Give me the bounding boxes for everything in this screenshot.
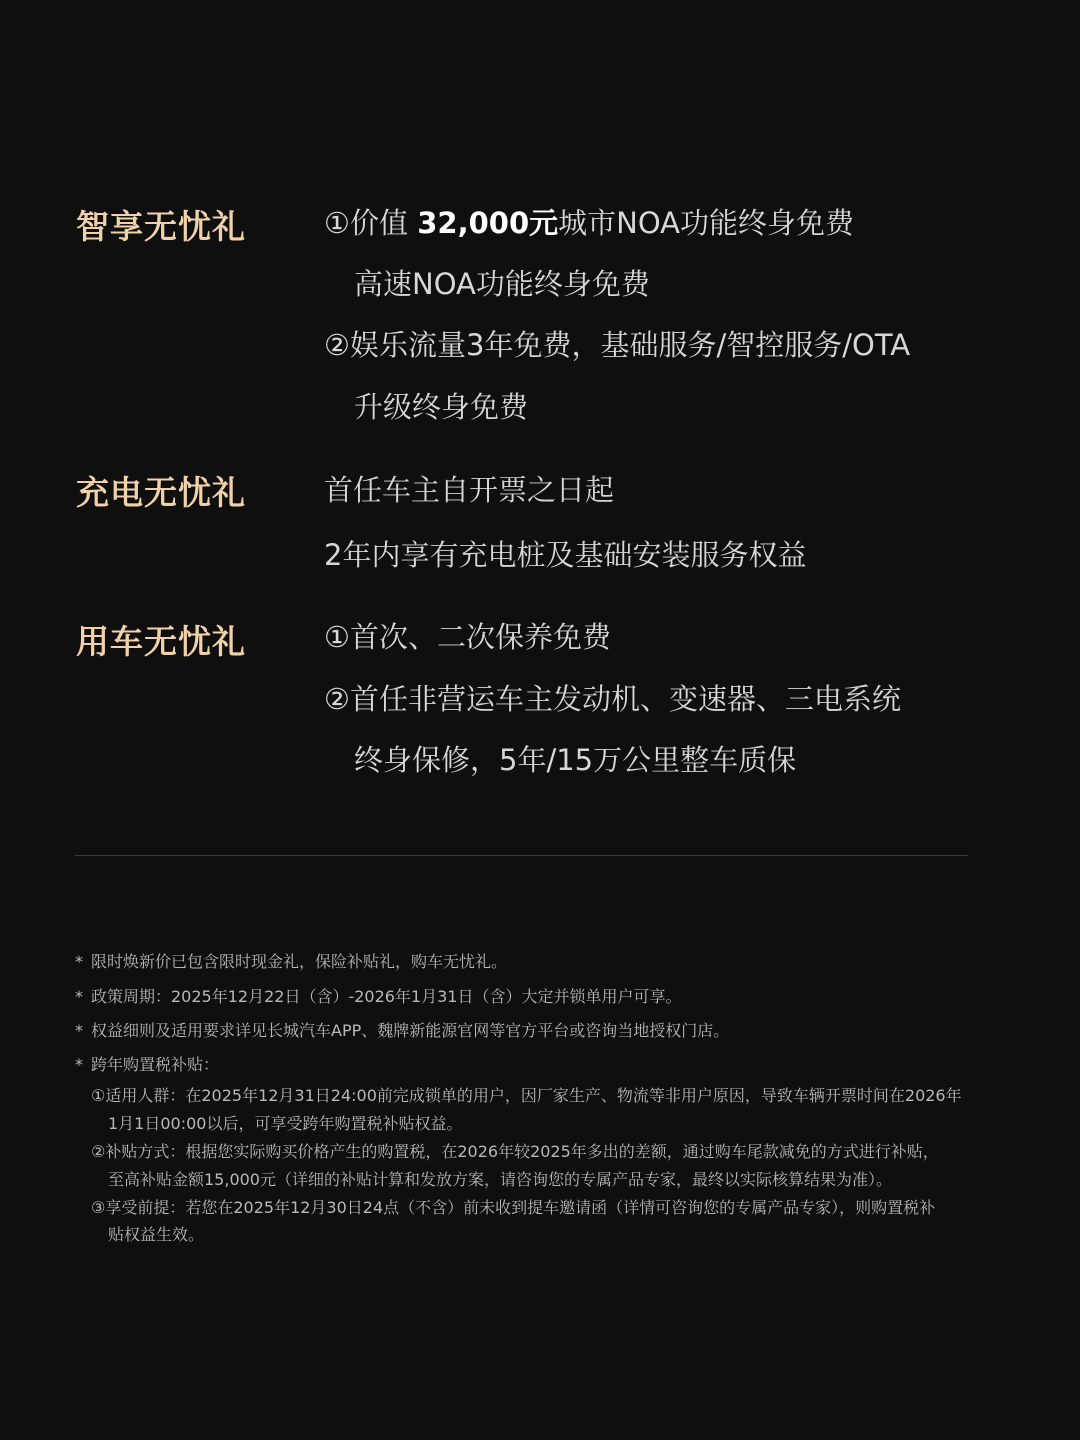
- benefit-line: 升级终身免费: [354, 390, 529, 424]
- benefit-line: 首任车主自开票之日起: [324, 473, 615, 507]
- subnote-line: 贴权益生效。: [108, 1225, 205, 1244]
- benefit-suffix: 城市NOA功能终身免费: [558, 206, 854, 240]
- benefit-line: [324, 203, 854, 243]
- section-title: 用车无忧礼: [76, 622, 246, 661]
- footnote-text: 限时焕新价已包含限时现金礼，保险补贴礼，购车无忧礼。: [91, 952, 508, 971]
- benefit-line: ②首任非营运车主发动机、变速器、三电系统: [324, 682, 901, 716]
- footnote-star: *: [75, 1021, 83, 1040]
- benefit-line: 2年内享有充电桩及基础安装服务权益: [324, 538, 807, 572]
- footnote-text: 政策周期：2025年12月22日（含）-2026年1月31日（含）大定并锁单用户可享。: [91, 987, 682, 1006]
- subnote-line: 1月1日00:00以后，可享受跨年购置税补贴权益。: [108, 1114, 463, 1133]
- benefit-line: ②娱乐流量3年免费，基础服务/智控服务/OTA: [324, 328, 911, 362]
- subnote-line: ②补贴方式：根据您实际购买价格产生的购置税，在2026年较2025年多出的差额，通过购车尾款减免的方式进行补贴，: [91, 1142, 939, 1161]
- footnote-text: 跨年购置税补贴：: [91, 1055, 220, 1074]
- benefit-line: ①首次、二次保养免费: [324, 620, 611, 654]
- section-title: 智享无忧礼: [76, 207, 246, 246]
- benefit-line: 终身保修，5年/15万公里整车质保: [354, 743, 797, 777]
- footnote: [75, 1053, 219, 1077]
- footnote-star: *: [75, 952, 83, 971]
- footnote-text: 权益细则及适用要求详见长城汽车APP、魏牌新能源官网等官方平台或咨询当地授权门店。: [91, 1021, 730, 1040]
- divider: [75, 855, 968, 856]
- footnote: [75, 1019, 729, 1043]
- benefit-highlight-value: 32,000元: [417, 206, 559, 240]
- footnote: [75, 985, 681, 1009]
- footnote: [75, 950, 507, 974]
- section-title: 充电无忧礼: [76, 473, 246, 512]
- benefit-line: 高速NOA功能终身免费: [354, 267, 650, 301]
- subnote-line: ③享受前提：若您在2025年12月30日24点（不含）前未收到提车邀请函（详情可咨询您的专属产品专家），则购置税补: [91, 1198, 936, 1217]
- footnote-star: *: [75, 1055, 83, 1074]
- benefit-prefix: ①价值: [324, 206, 418, 240]
- subnote-line: 至高补贴金额15,000元（详细的补贴计算和发放方案，请咨询您的专属产品专家，最终以实际核算结果为准）。: [108, 1170, 892, 1189]
- subnote-line: ①适用人群：在2025年12月31日24:00前完成锁单的用户，因厂家生产、物流等非用户原因，导致车辆开票时间在2026年: [91, 1086, 962, 1105]
- footnote-star: *: [75, 987, 83, 1006]
